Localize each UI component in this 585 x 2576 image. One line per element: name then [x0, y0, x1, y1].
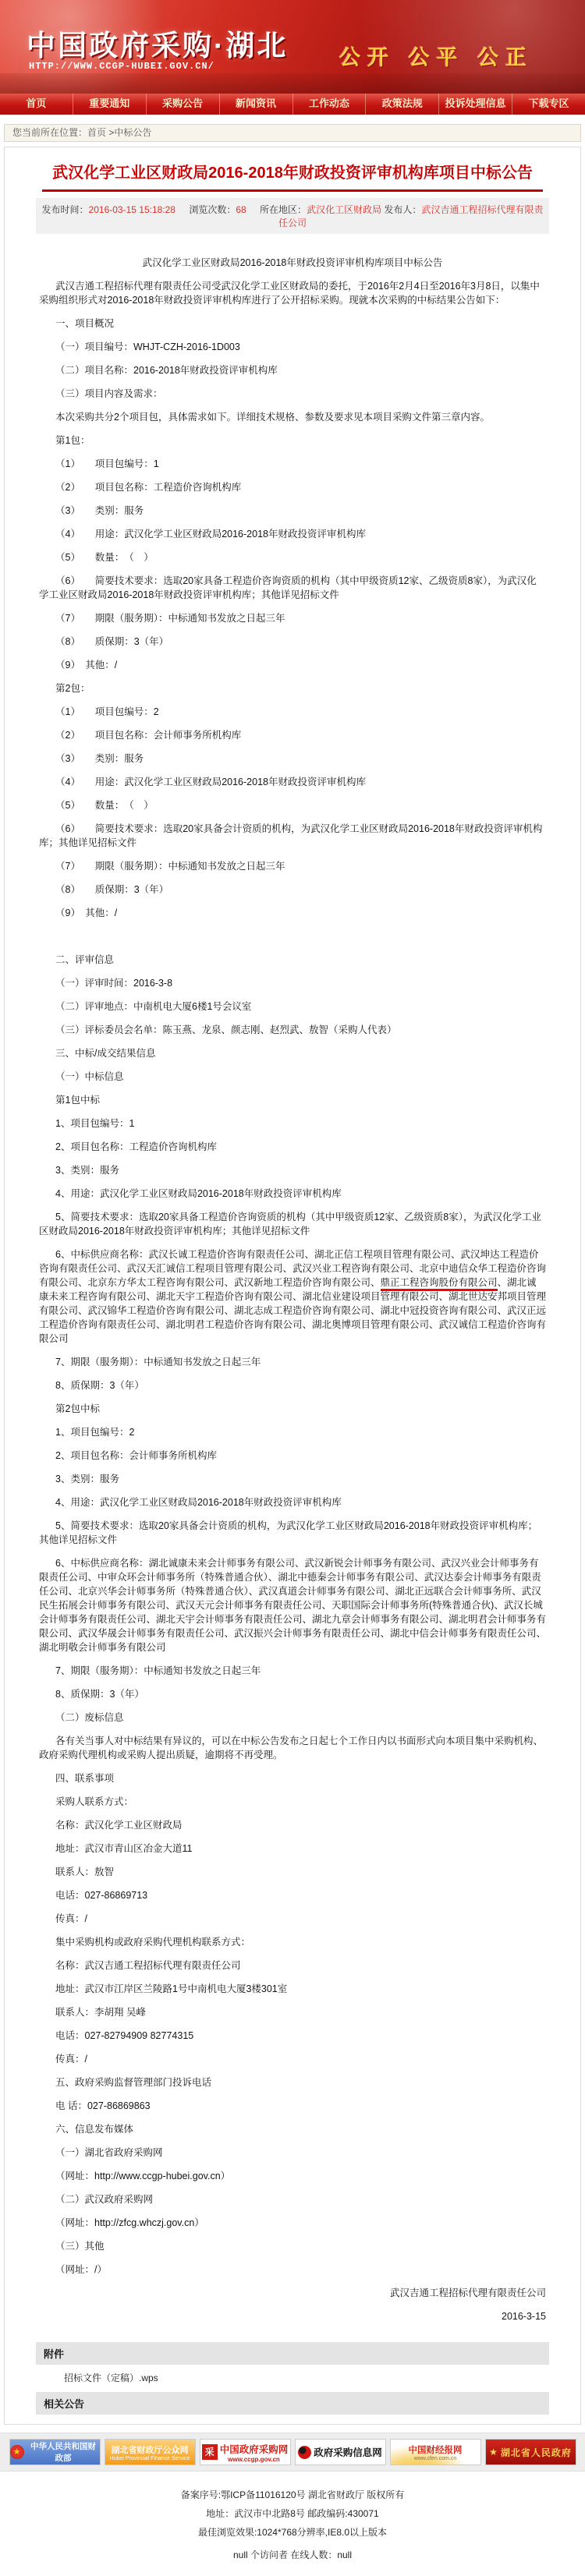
paragraph: （9） 其他：/	[55, 660, 118, 671]
article-body	[5, 234, 580, 2337]
nav-item[interactable]: 新闻资讯	[220, 94, 293, 115]
paragraph: 2、项目包名称：工程造价咨询机构库	[55, 1141, 217, 1152]
hbcz-logo[interactable]: 湖北省财政厅公众网 Hubei Provincial Finance Service	[105, 2439, 196, 2465]
article-meta	[36, 198, 549, 234]
paragraph: （7） 期限（服务期）：中标通知书发放之日起三年	[55, 861, 285, 872]
footer-logo-strip	[0, 2433, 585, 2472]
paragraph: （二）武汉政府采购网	[55, 2194, 154, 2205]
paragraph: （1） 项目包编号：1	[55, 458, 159, 469]
paragraph: 2016-3-15	[502, 2311, 546, 2322]
footer-line: 备案序号:鄂ICP备11016120号 湖北省财政厅 版权所有	[180, 2489, 405, 2500]
paragraph: （3） 类别：服务	[55, 505, 144, 516]
paragraph: （8） 质保期：3（年）	[55, 636, 169, 647]
paragraph: 本次采购共分2个项目包，具体需求如下。详细技术规格、参数及要求见本项目采购文件第三章内容。	[55, 412, 490, 423]
paragraph: （网址：http://www.ccgp-hubei.gov.cn）	[55, 2171, 231, 2181]
paragraph: 6、中标供应商名称：湖北诚康未来会计师事务有限公司、武汉新锐会计师事务有限公司、武汉兴业会计师事务有限责任公司、中审众环会计师事务所（特殊普通合伙）、湖北中德秦会计师事务有限公司、武汉达泰会计师事务有限责任公司、北京兴华会计师事务所（特殊普通合伙）、武汉真道会计师事务有限公司、湖北正远联合会计师事务所、武汉民生拓展会计师事务有限公司、武汉天元会计师事务有限责任公司、天职国际会计师事务所(特殊普通合伙)、武汉长城会计师事务有限责任公司、湖北天宇会计师事务有限责任公司、湖北九章会计师事务有限公司、湖北明君会计师事务有限公司、武汉华晟会计师事务有限责任公司、武汉振兴会计师事务有限责任公司、湖北中信会计师事务有限责任公司、湖北明敬会计师事务有限公司	[39, 1558, 547, 1653]
paragraph: （6） 简要技术要求：选取20家具备会计资质的机构，为武汉化学工业区财政局2016-2018年财政投资评审机构库；其他详见招标文件	[39, 823, 543, 848]
nav-item[interactable]: 工作动态	[293, 94, 367, 115]
paragraph: 二、评审信息	[55, 954, 115, 965]
paragraph: 8、质保期：3（年）	[55, 1689, 144, 1700]
paragraph: 一、项目概况	[55, 318, 115, 329]
cgxx-logo-icon	[298, 2446, 311, 2459]
paragraph: 2、项目包名称：会计师事务所机构库	[55, 1450, 217, 1461]
paragraph: （网址：http://zfcg.whczj.gov.cn）	[55, 2217, 204, 2228]
paragraph: 三、中标/成交结果信息	[55, 1048, 156, 1059]
paragraph: 4、用途：武汉化学工业区财政局2016-2018年财政投资评审机构库	[55, 1188, 342, 1199]
attachments-header: 附件	[36, 2342, 549, 2365]
publisher-value: 武汉吉通工程招标代理有限责任公司	[278, 204, 544, 228]
mof-logo[interactable]: ★ 中华人民共和国财政部	[9, 2439, 101, 2465]
paragraph: （8） 质保期：3（年）	[55, 884, 169, 895]
paragraph: （一）中标信息	[55, 1071, 124, 1082]
main-nav	[0, 94, 585, 115]
paragraph: 传真：/	[55, 2054, 87, 2065]
nav-item[interactable]: 重要通知	[73, 94, 147, 115]
cgxx-logo[interactable]: 政府采购信息网	[295, 2439, 386, 2465]
nav-item[interactable]: 下载专区	[528, 97, 569, 109]
paragraph: （4） 用途：武汉化学工业区财政局2016-2018年财政投资评审机构库	[55, 529, 366, 540]
breadcrumb	[4, 124, 581, 142]
paragraph: 各有关当事人对中标结果有异议的，可以在中标公告发布之日起七个工作日内以书面形式向本项目集中采购机构、政府采购代理机构或采购人提出质疑，逾期将不再受理。	[39, 1736, 544, 1760]
breadcrumb-separator: >	[106, 127, 115, 138]
mof-logo-icon: ★	[10, 2445, 24, 2459]
paragraph: （二）废标信息	[55, 1712, 124, 1723]
paragraph: 6、中标供应商名称：武汉长诚工程造价咨询有限责任公司、湖北正信工程项目管理有限公司、武汉坤达工程造价咨询有限责任公司、武汉天汇诚信工程项目管理有限公司、武汉兴业工程咨询有限公司、北京中迪信众华工程造价咨询有限公司、北京东方华太工程咨询有限公司、武汉新地工程造价咨询有限公司、鼎正工程咨询股份有限公司、湖北诚康未来工程咨询有限公司、湖北天宇工程造价咨询有限公司、湖北信业建设项目管理有限公司、湖北世达安邦项目管理有限公司、武汉锦华工程造价咨询有限公司、湖北志成工程造价咨询有限公司、湖北中冠投资咨询有限公司、武汉正远工程造价咨询有限责任公司、湖北明君工程造价咨询有限公司、湖北奥博项目管理有限公司、武汉诚信工程造价咨询有限公司	[39, 1249, 547, 1344]
paragraph: 1、项目包编号：2	[55, 1427, 135, 1438]
red-underlined-company: 鼎正工程咨询股份有限公司	[381, 1277, 498, 1291]
paragraph: 采购人联系方式：	[55, 1796, 134, 1807]
paragraph: （3） 类别：服务	[55, 753, 144, 764]
paragraph: 名称：武汉吉通工程招标代理有限责任公司	[55, 1960, 241, 1971]
paragraph: （网址：/）	[55, 2264, 107, 2275]
paragraph: （一）湖北省政府采购网	[55, 2147, 163, 2158]
paragraph: （9） 其他：/	[55, 908, 118, 918]
paragraph: （6） 简要技术要求：选取20家具备工程造价咨询资质的机构（其中甲级资质12家、乙级资质8家），为武汉化学工业区财政局2016-2018年财政投资评审机构库；其他详见招标文件	[39, 575, 537, 600]
paragraph: 联系人：敖智	[55, 1867, 115, 1877]
paragraph: 第1包中标	[55, 1095, 100, 1106]
footer-line: null 个访问者 在线人数：null	[232, 2549, 353, 2560]
paragraph: 武汉吉通工程招标代理有限责任公司受武汉化学工业区财政局的委托，于2016年2月4日至2016年3月8日，以集中采购组织形式对2016-2018年财政投资评审机构库进行了公开招标采购。现就本次采购的中标结果公告如下：	[39, 281, 540, 306]
paragraph: 联系人：李胡翔 吴峰	[55, 2007, 146, 2018]
site-slogan: 公开 公平 公正	[339, 46, 534, 69]
paragraph: 5、简要技术要求：选取20家具备会计资质的机构，为武汉化学工业区财政局2016-2018年财政投资评审机构库；其他详见招标文件	[39, 1520, 538, 1545]
paragraph: （二）项目名称：2016-2018年财政投资评审机构库	[55, 365, 278, 376]
paragraph: 地址：武汉市江岸区兰陵路1号中南机电大厦3楼301室	[55, 1983, 288, 1994]
breadcrumb-current: 中标公告	[114, 127, 152, 138]
paragraph: （5） 数量： （ ）	[55, 552, 154, 563]
ccgp-logo[interactable]: 采 中国政府采购网 www.ccgp.gov.cn	[200, 2439, 291, 2465]
paragraph: 四、联系事项	[55, 1773, 115, 1784]
paragraph: 第2包：	[55, 683, 90, 694]
views-value: 68	[236, 204, 246, 215]
views-label: 浏览次数：	[189, 204, 236, 215]
paragraph: 8、质保期：3（年）	[55, 1380, 144, 1391]
region-value: 武汉化工区财政局	[307, 204, 382, 215]
paragraph: 名称：武汉化学工业区财政局	[55, 1820, 183, 1831]
paragraph: （一）项目编号：WHJT-CZH-2016-1D003	[55, 341, 240, 352]
paragraph: 武汉化学工业区财政局2016-2018年财政投资评审机构库项目中标公告	[142, 257, 443, 268]
paragraph: （一）评审时间：2016-3-8	[55, 978, 173, 989]
breadcrumb-home-link[interactable]: 首页	[87, 127, 107, 138]
paragraph: 电话：027-86869713	[55, 1890, 148, 1901]
paragraph: （2） 项目包名称：会计师事务所机构库	[55, 730, 242, 741]
paragraph: 第2包中标	[55, 1403, 100, 1414]
paragraph: 4、用途：武汉化学工业区财政局2016-2018年财政投资评审机构库	[55, 1497, 342, 1508]
breadcrumb-prefix: 您当前所在位置：	[12, 127, 88, 138]
header-banner	[0, 0, 585, 94]
page-title: 武汉化学工业区财政局2016-2018年财政投资评审机构库项目中标公告	[52, 165, 533, 182]
paragraph: （1） 项目包编号：2	[55, 706, 159, 717]
region-label: 所在地区：	[260, 204, 307, 215]
paragraph: （三）评标委员会名单：陈玉燕、龙泉、颜志刚、赵烈武、敖智（采购人代表）	[55, 1024, 397, 1035]
paragraph: 电 话：027-86869863	[55, 2100, 151, 2111]
paragraph: （5） 数量： （ ）	[55, 800, 154, 811]
paragraph: （三）其他	[55, 2241, 105, 2252]
nav-item[interactable]: 政策法规	[366, 94, 439, 115]
footer-info	[0, 2472, 585, 2576]
title-divider	[42, 189, 543, 192]
paragraph: 7、期限（服务期）：中标通知书发放之日起三年	[55, 1357, 261, 1368]
paragraph: 五、政府采购监督管理部门投诉电话	[55, 2077, 212, 2088]
paragraph: 7、期限（服务期）：中标通知书发放之日起三年	[55, 1665, 261, 1676]
publisher-label: 发布人：	[384, 204, 422, 215]
site-url: HTTP://WWW.CCGP-HUBEI.GOV.CN/	[29, 61, 214, 72]
cfen-logo[interactable]: 中国财经报网 www.cfen.com.cn	[390, 2439, 481, 2465]
nav-item[interactable]: 首页	[0, 94, 73, 115]
attachment-list	[64, 2371, 549, 2384]
paragraph: 六、信息发布媒体	[55, 2124, 134, 2135]
hbgov-logo-icon: ★	[489, 2447, 498, 2457]
publish-time-label: 发布时间：	[41, 204, 89, 215]
paragraph: （二）评审地点：中南机电大厦6楼1号会议室	[55, 1001, 252, 1012]
attachment-file-link[interactable]: 招标文件（定稿）.wps	[64, 2373, 158, 2383]
nav-item[interactable]: 采购公告	[147, 94, 220, 115]
article-container	[4, 147, 581, 2425]
paragraph: 武汉吉通工程招标代理有限责任公司	[389, 2288, 546, 2298]
paragraph: 5、简要技术要求：选取20家具备工程造价咨询资质的机构（其中甲级资质12家、乙级资质8家），为武汉化学工业区财政局2016-2018年财政投资评审机构库；其他详见招标文件	[39, 1212, 541, 1237]
paragraph: 电话：027-82794909 82774315	[55, 2030, 194, 2041]
paragraph: 第1包：	[55, 435, 90, 446]
paragraph: 地址：武汉市青山区冶金大道11	[55, 1843, 193, 1854]
paragraph: 集中采购机构或政府采购代理机构联系方式：	[55, 1937, 251, 1948]
paragraph: （2） 项目包名称：工程造价咨询机构库	[55, 482, 242, 493]
paragraph: 1、项目包编号：1	[55, 1118, 135, 1129]
footer-line: 地址：武汉市中北路8号 邮政编码:430071	[206, 2508, 379, 2519]
paragraph: 3、类别：服务	[55, 1474, 119, 1484]
paragraph	[39, 929, 546, 943]
paragraph: 传真：/	[55, 1913, 87, 1924]
paragraph: 3、类别：服务	[55, 1165, 119, 1176]
ccgp-logo-icon: 采	[202, 2444, 218, 2460]
nav-item[interactable]: 投诉处理信息	[439, 94, 512, 115]
paragraph: （4） 用途：武汉化学工业区财政局2016-2018年财政投资评审机构库	[55, 777, 366, 787]
footer-line: 最佳浏览效果:1024*768分辨率,IE8.0以上版本	[197, 2527, 388, 2538]
paragraph: （三）项目内容及需求：	[55, 388, 163, 399]
paragraph: （7） 期限（服务期）：中标通知书发放之日起三年	[55, 613, 285, 624]
site-title: 中国政府采购·湖北	[27, 30, 289, 62]
hbgov-logo[interactable]: ★ 湖北省人民政府	[485, 2439, 576, 2465]
related-announcements-header: 相关公告	[36, 2392, 549, 2415]
publish-time-value: 2016-03-15 15:18:28	[88, 204, 176, 215]
